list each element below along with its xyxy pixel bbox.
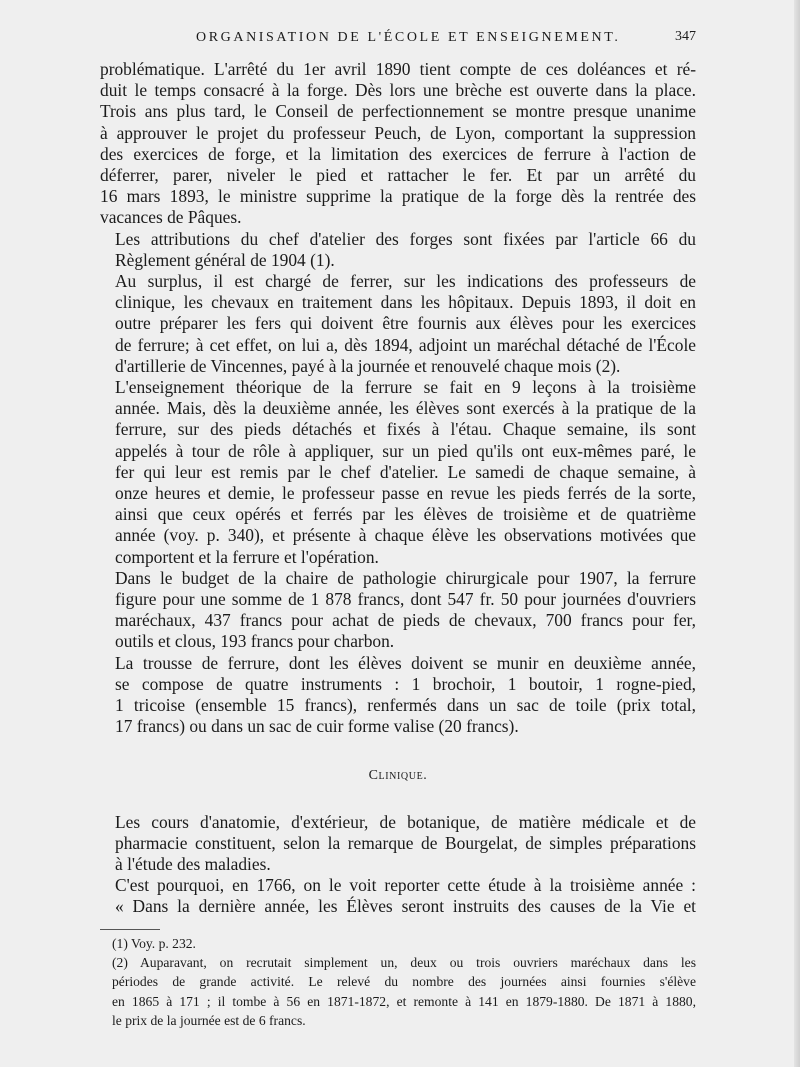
text-line: année. Mais, dès la deuxième année, les élèves sont exercés à la pratique de la: [115, 398, 696, 419]
text-line: 16 mars 1893, le ministre supprime la pratique de la forge dès la rentrée des: [100, 186, 696, 207]
text-line: ainsi que ceux opérés et ferrés par les élèves de troisième et de quatrième: [115, 504, 696, 525]
paragraph: [100, 653, 696, 738]
text-line: appelés à tour de rôle à appliquer, sur un pied qu'ils ont eux-mêmes paré, le: [115, 440, 696, 461]
text-line: des exercices de forge, et la limitation des exercices de ferrure à l'action de: [100, 143, 696, 164]
footnote-line: le prix de la journée est de 6 francs.: [112, 1012, 306, 1028]
text-line: 17 francs) ou dans un sac de cuir forme valise (20 francs).: [115, 716, 519, 737]
text-line: C'est pourquoi, en 1766, on le voit reporter cette étude à la troisième année :: [115, 875, 696, 896]
text-line: pharmacie constituent, selon la remarque de Bourgelat, de simples préparations: [115, 832, 696, 853]
text-line: maréchaux, 437 francs pour achat de pieds de chevaux, 700 francs pour fer,: [115, 610, 696, 631]
footnote-line: (2) Auparavant, on recrutait simplement un, deux ou trois ouvriers maréchaux dans les: [112, 955, 696, 971]
text-line: L'enseignement théorique de la ferrure se fait en 9 leçons à la troisième: [115, 377, 696, 398]
text-line: Les cours d'anatomie, d'extérieur, de botanique, de matière médicale et de: [115, 811, 696, 832]
footnote: [100, 934, 696, 953]
text-line: fer qui leur est remis par le chef d'atelier. Le samedi de chaque semaine, à: [115, 461, 696, 482]
text-line: année (voy. p. 340), et présente à chaque élève les observations motivées que: [115, 525, 696, 546]
text-line: onze heures et demie, le professeur passe en revue les pieds ferrés de la sorte,: [115, 483, 696, 504]
paragraph: [100, 812, 696, 876]
text-line: d'artillerie de Vincennes, payé à la journée et renouvelé chaque mois (2).: [115, 355, 621, 376]
text-line: « Dans la dernière année, les Élèves seront instruits des causes de la Vie et: [115, 896, 696, 917]
text-line: outils et clous, 193 francs pour charbon.: [115, 631, 395, 652]
footnotes: [100, 929, 696, 1030]
footnote-line: (1) Voy. p. 232.: [112, 936, 196, 951]
page-edge-shadow: [794, 0, 800, 1067]
text-line: déferrer, parer, niveler le pied et rattacher le fer. Et par un arrêté du: [100, 165, 696, 186]
footnote-line: périodes de grande activité. Le relevé du nombre des journées ainsi fournies s'élève: [112, 974, 696, 990]
text-line: 1 tricoise (ensemble 15 francs), renfermés dans un sac de toile (prix total,: [115, 695, 696, 716]
paragraph: [100, 271, 696, 377]
running-title: ORGANISATION DE L'ÉCOLE ET ENSEIGNEMENT.: [196, 30, 621, 45]
paragraph: [100, 568, 696, 653]
text-line: clinique, les chevaux en traitement dans les hôpitaux. Depuis 1893, il doit en: [115, 292, 696, 313]
paragraph: [100, 229, 696, 271]
text-line: Dans le budget de la chaire de pathologie chirurgicale pour 1907, la ferrure: [115, 567, 696, 588]
text-line: comportent et la ferrure et l'opération.: [115, 546, 379, 567]
text-line: se compose de quatre instruments : 1 brochoir, 1 boutoir, 1 rogne-pied,: [115, 673, 696, 694]
text-line: figure pour une somme de 1 878 francs, dont 547 fr. 50 pour journées d'ouvriers: [115, 589, 696, 610]
text-line: Règlement général de 1904 (1).: [115, 249, 335, 270]
running-head: [100, 30, 696, 50]
footnote-rule: [100, 929, 160, 930]
paragraph: [100, 59, 696, 229]
text-line: Les attributions du chef d'atelier des forges sont fixées par l'article 66 du: [115, 228, 696, 249]
text-line: Trois ans plus tard, le Conseil de perfectionnement se montre presque unanime: [100, 101, 696, 122]
footnote-line: en 1865 à 171 ; il tombe à 56 en 1871-1872, et remonte à 141 en 1879-1880. De 1871 à 1880,: [112, 993, 696, 1009]
text-line: à approuver le projet du professeur Peuch, de Lyon, comportant la suppression: [100, 122, 696, 143]
text-line: La trousse de ferrure, dont les élèves doivent se munir en deuxième année,: [115, 652, 696, 673]
text-line: duit le temps consacré à la forge. Dès lors une brèche est ouverte dans la place.: [100, 80, 696, 101]
text-line: ferrure, sur des pieds détachés et fixés à l'étau. Chaque semaine, ils sont: [115, 419, 696, 440]
paragraph: [100, 377, 696, 568]
text-line: vacances de Pâques.: [100, 207, 242, 228]
text-line: outre préparer les fers qui doivent être fournis aux élèves pour les exercices: [115, 313, 696, 334]
text-line: de ferrure; à cet effet, on lui a, dès 1894, adjoint un maréchal détaché de l'École: [115, 334, 696, 355]
text-line: problématique. L'arrêté du 1er avril 1890 tient compte de ces doléances et ré-: [100, 59, 696, 79]
text-line: à l'étude des maladies.: [115, 853, 271, 874]
paragraph: [100, 875, 696, 917]
footnote: [100, 953, 696, 1030]
text-line: Au surplus, il est chargé de ferrer, sur les indications des professeurs de: [115, 271, 696, 292]
section-heading: Clinique.: [368, 767, 428, 783]
body-text: [100, 59, 696, 918]
page-number: 347: [675, 29, 696, 44]
